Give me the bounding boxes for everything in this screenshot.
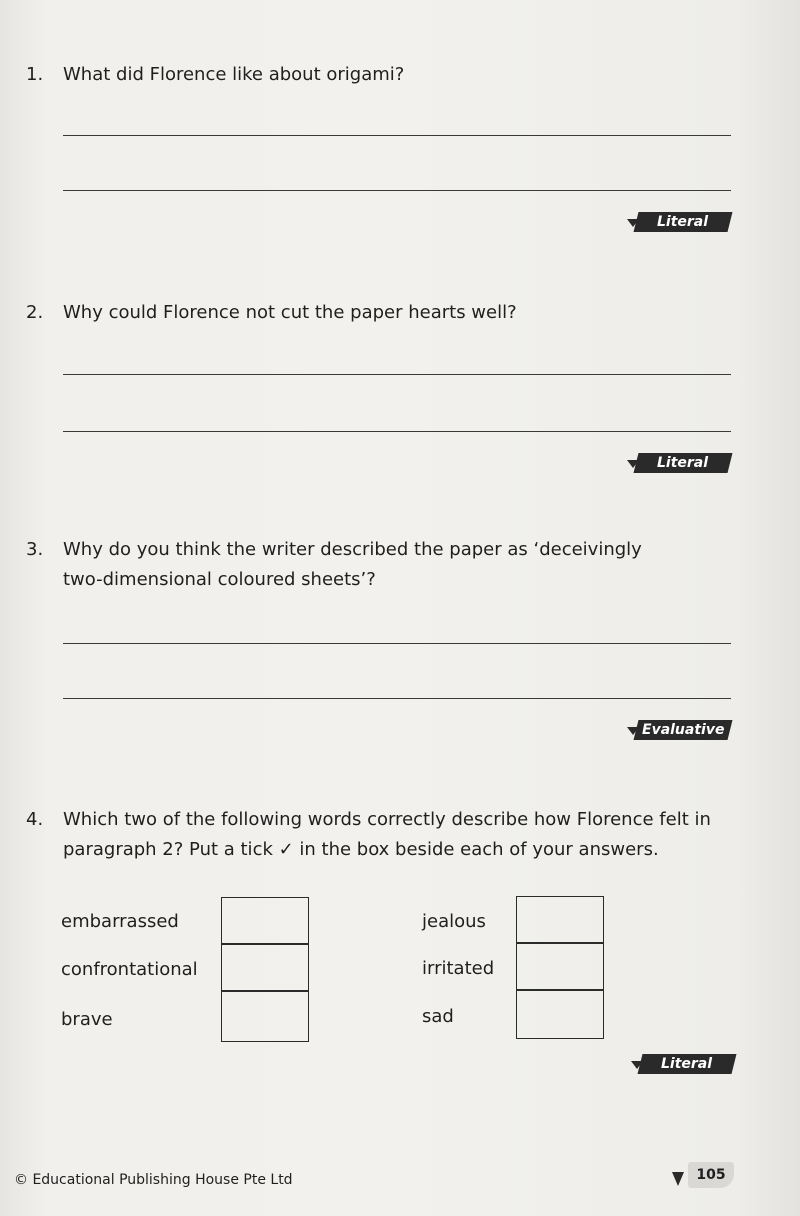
tick-box[interactable] [221, 991, 309, 1042]
question-text: Why do you think the writer described the paper as ‘deceivingly two-dimensional coloured sheets’? [63, 539, 642, 590]
question-type-tag: Evaluative [634, 720, 733, 740]
tick-box[interactable] [221, 897, 309, 944]
tick-box[interactable] [516, 896, 604, 943]
answer-line[interactable] [63, 190, 731, 191]
option-label: confrontational [61, 959, 198, 980]
answer-line[interactable] [63, 135, 731, 136]
option-label: brave [61, 1009, 113, 1030]
tick-box[interactable] [221, 944, 309, 991]
option-label: embarrassed [61, 911, 179, 932]
question-text: What did Florence like about origami? [63, 64, 405, 85]
tick-box[interactable] [516, 990, 604, 1039]
question-text: Why could Florence not cut the paper hearts well? [63, 302, 517, 323]
option-label: irritated [422, 958, 495, 979]
question-number: 3. [26, 539, 44, 560]
question-type-tag: Literal [634, 453, 733, 473]
question-type-tag: Literal [634, 212, 733, 232]
answer-line[interactable] [63, 643, 731, 644]
question-number: 4. [26, 809, 44, 830]
page-arrow-icon [672, 1172, 684, 1186]
question-number: 2. [26, 302, 44, 323]
question-number: 1. [26, 64, 44, 85]
answer-line[interactable] [63, 698, 731, 699]
copyright-notice: © Educational Publishing House Pte Ltd [14, 1172, 293, 1188]
question-text: Which two of the following words correctly describe how Florence felt in paragraph 2? Put a tick ✓ in the box beside each of your answers. [63, 809, 711, 860]
page-number: 105 [688, 1162, 734, 1188]
option-label: sad [422, 1006, 454, 1027]
question-type-tag: Literal [638, 1054, 737, 1074]
answer-line[interactable] [63, 431, 731, 432]
answer-line[interactable] [63, 374, 731, 375]
option-label: jealous [422, 911, 486, 932]
tick-box[interactable] [516, 943, 604, 990]
